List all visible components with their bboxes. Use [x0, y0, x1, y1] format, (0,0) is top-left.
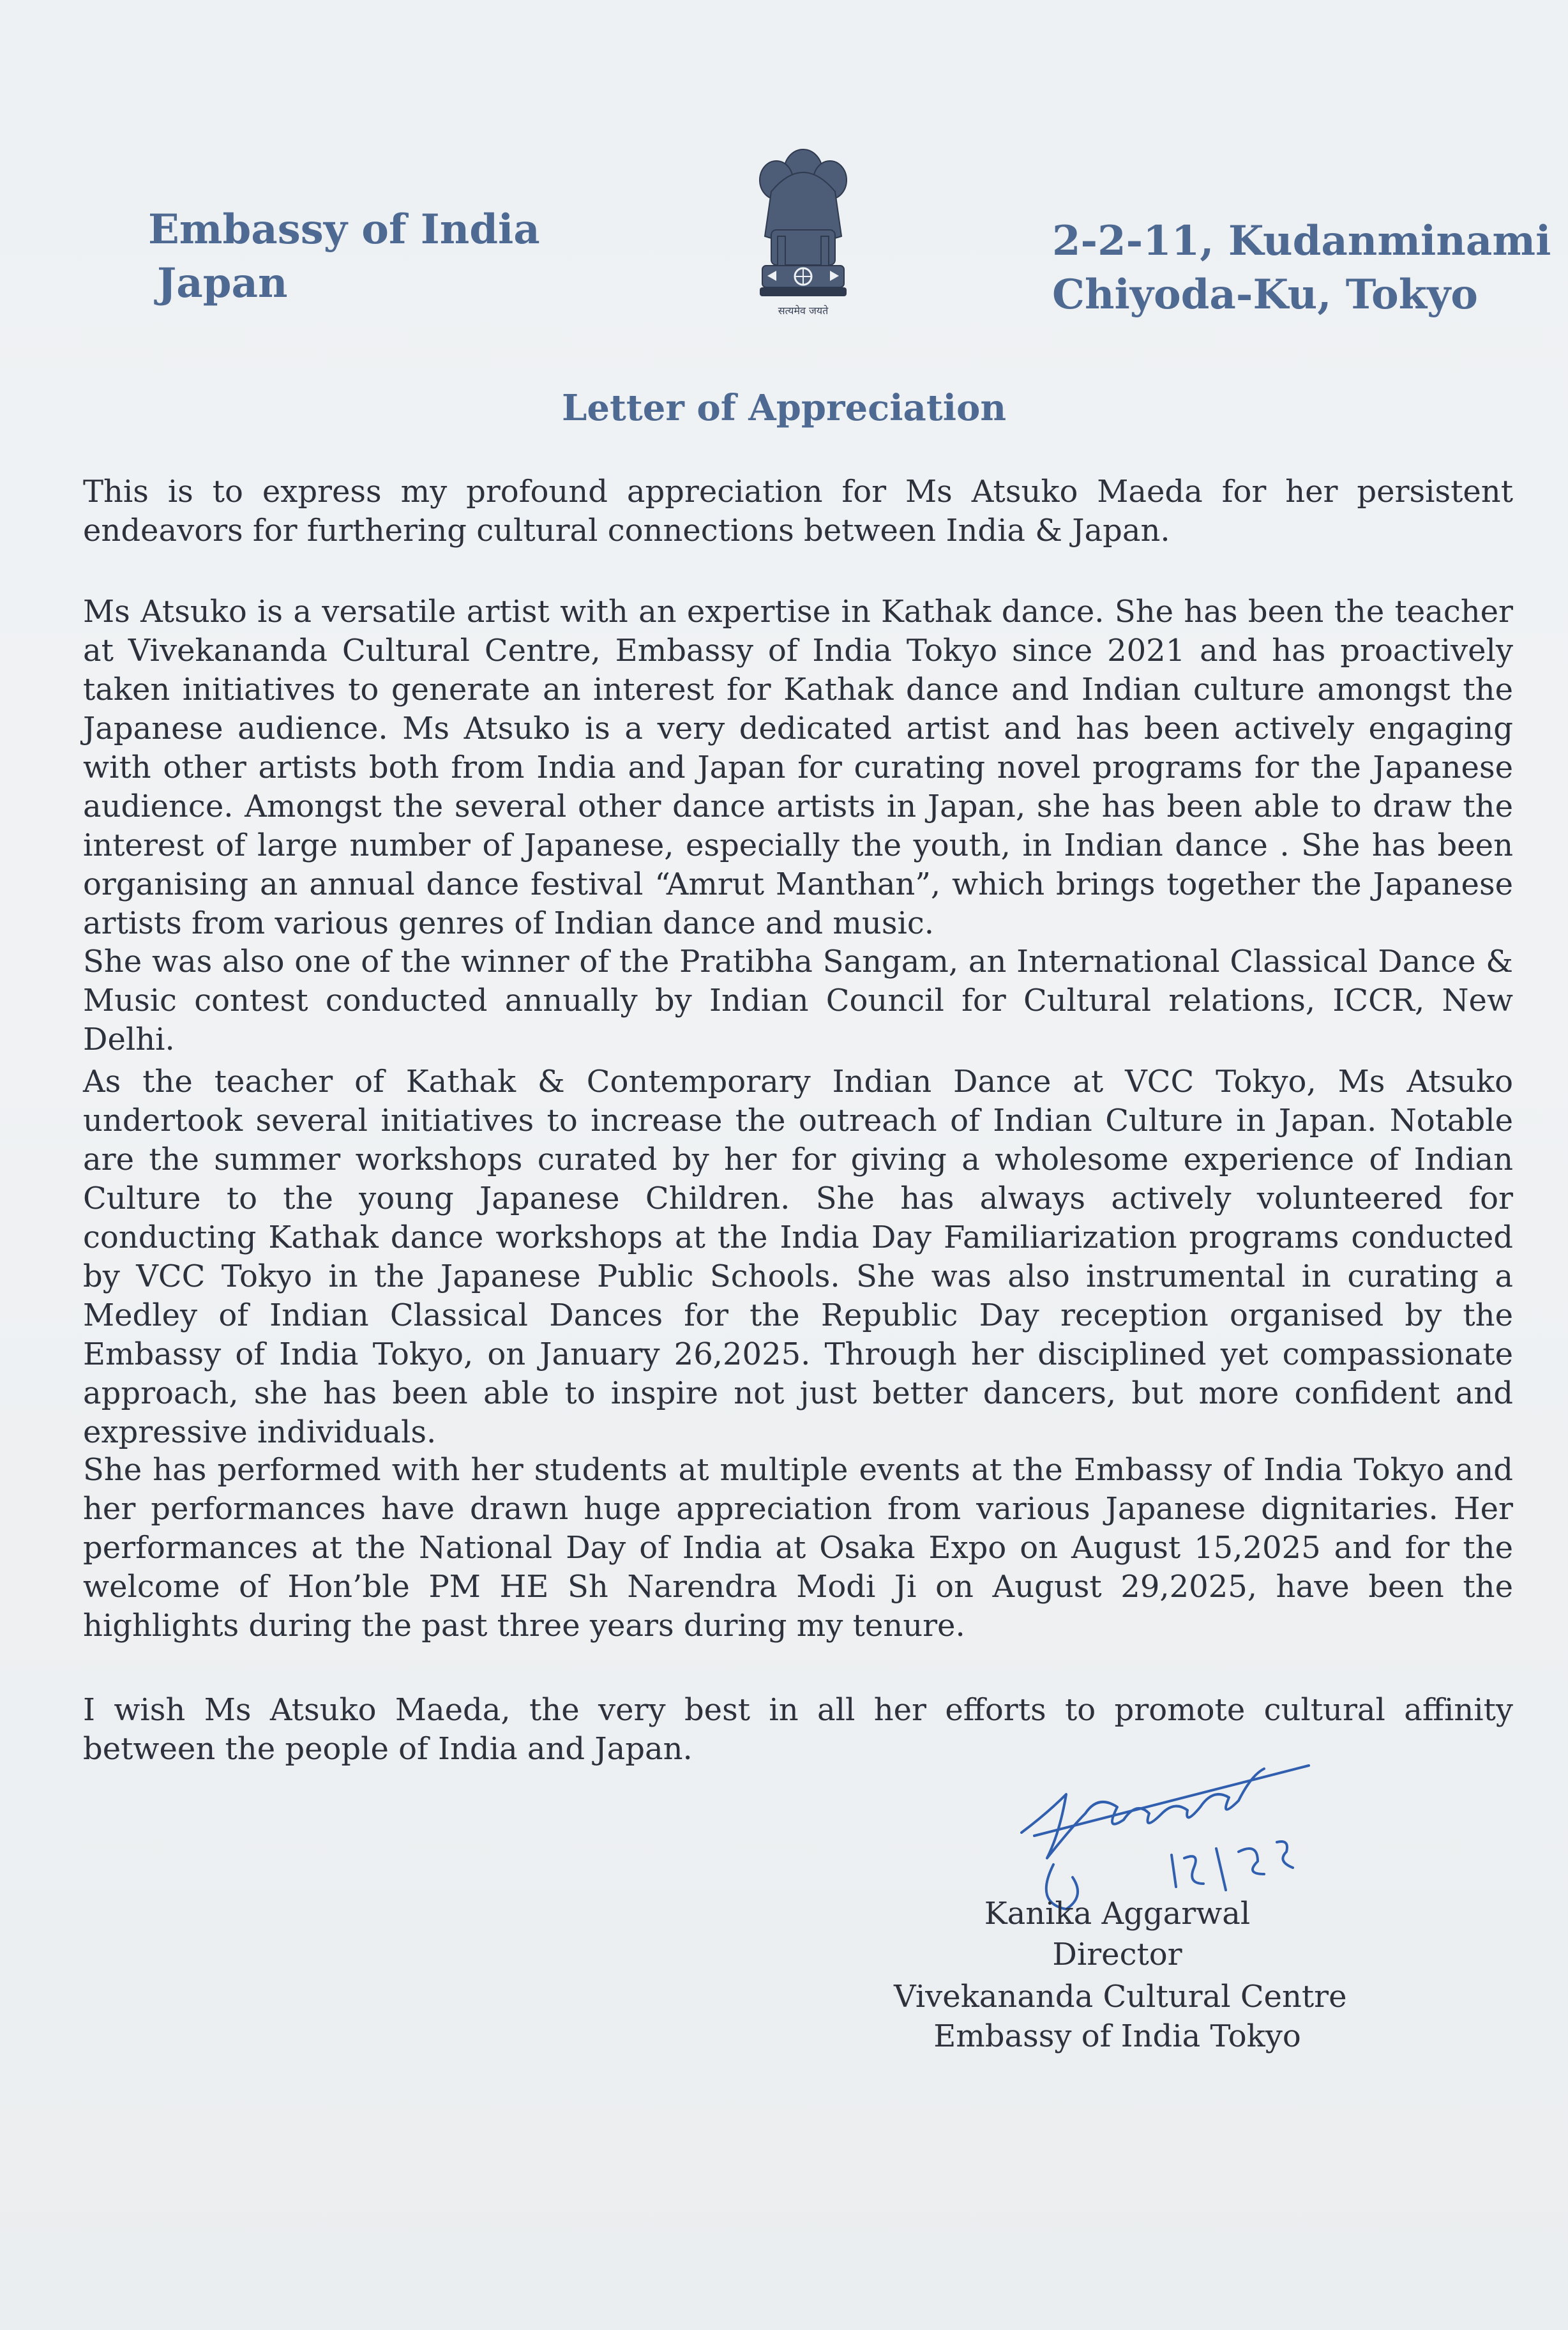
letter-title: Letter of Appreciation: [561, 387, 1007, 429]
embassy-name-header: [148, 203, 540, 310]
signatory-title: Director: [1052, 1937, 1182, 1972]
embassy-name-line2: Japan: [157, 259, 288, 307]
national-emblem-icon: [746, 140, 861, 326]
letter-paragraph: She has performed with her students at multiple events at the Embassy of India Tokyo and her performances have drawn huge appreciation from various Japanese dignitaries. Her performances at the National Day of India at Osaka Expo on August 15,2025 and for the welcome of Hon’ble PM HE Sh Narendra Modi Ji on August 29,2025, have been the highlights during the past three years during my tenure.: [83, 1452, 1513, 1644]
letter-paragraph: Ms Atsuko is a versatile artist with an expertise in Kathak dance. She has been the teacher at Vivekananda Cultural Centre, Embassy of India Tokyo since 2021 and has proactively taken initiatives to generate an interest for Kathak dance and Indian culture amongst the Japanese audience. Ms Atsuko is a very dedicated artist and has been actively engaging with other artists both from India and Japan for curating novel programs for the Japanese audience. Amongst the several other dance artists in Japan, she has been able to draw the interest of large number of Japanese, especially the youth, in Indian dance . She has been organising an annual dance festival “Amrut Manthan”, which brings together the Japanese artists from various genres of Indian dance and music.: [83, 594, 1513, 941]
letter-paragraph: As the teacher of Kathak & Contemporary Indian Dance at VCC Tokyo, Ms Atsuko undertook several initiatives to increase the outreach of Indian Culture in Japan. Notable are the summer workshops curated by her for giving a wholesome experience of Indian Culture to the young Japanese Children. She has always actively volunteered for conducting Kathak dance workshops at the India Day Familiarization programs conducted by VCC Tokyo in the Japanese Public Schools. She was also instrumental in curating a Medley of Indian Classical Dances for the Republic Day reception organised by the Embassy of India Tokyo, on January 26,2025. Through her disciplined yet compassionate approach, she has been able to inspire not just better dancers, but more confident and expressive individuals.: [83, 1064, 1513, 1450]
signatory-embassy: Embassy of India Tokyo: [933, 2018, 1301, 2054]
signatory-organization: Vivekananda Cultural Centre: [894, 1979, 1347, 2015]
embassy-address-header: [1052, 215, 1551, 322]
signatory-name: Kanika Aggarwal: [984, 1896, 1251, 1932]
handwritten-signature: [1009, 1737, 1341, 1916]
letter-paragraph: This is to express my profound appreciation for Ms Atsuko Maeda for her persistent endeavors for furthering cultural connections between India & Japan.: [83, 474, 1513, 548]
letter-paragraph: She was also one of the winner of the Pratibha Sangam, an International Classical Dance & Music contest conducted annually by Indian Council for Cultural relations, ICCR, New Delhi.: [83, 944, 1513, 1057]
address-line1: 2-2-11, Kudanminami: [1052, 217, 1551, 265]
emblem-motto: सत्यमेव जयते: [778, 305, 829, 317]
letter-paragraph: I wish Ms Atsuko Maeda, the very best in all her efforts to promote cultural affinity between the people of India and Japan.: [83, 1692, 1513, 1767]
embassy-name-line1: Embassy of India: [148, 206, 540, 253]
address-line2: Chiyoda-Ku, Tokyo: [1052, 271, 1478, 319]
